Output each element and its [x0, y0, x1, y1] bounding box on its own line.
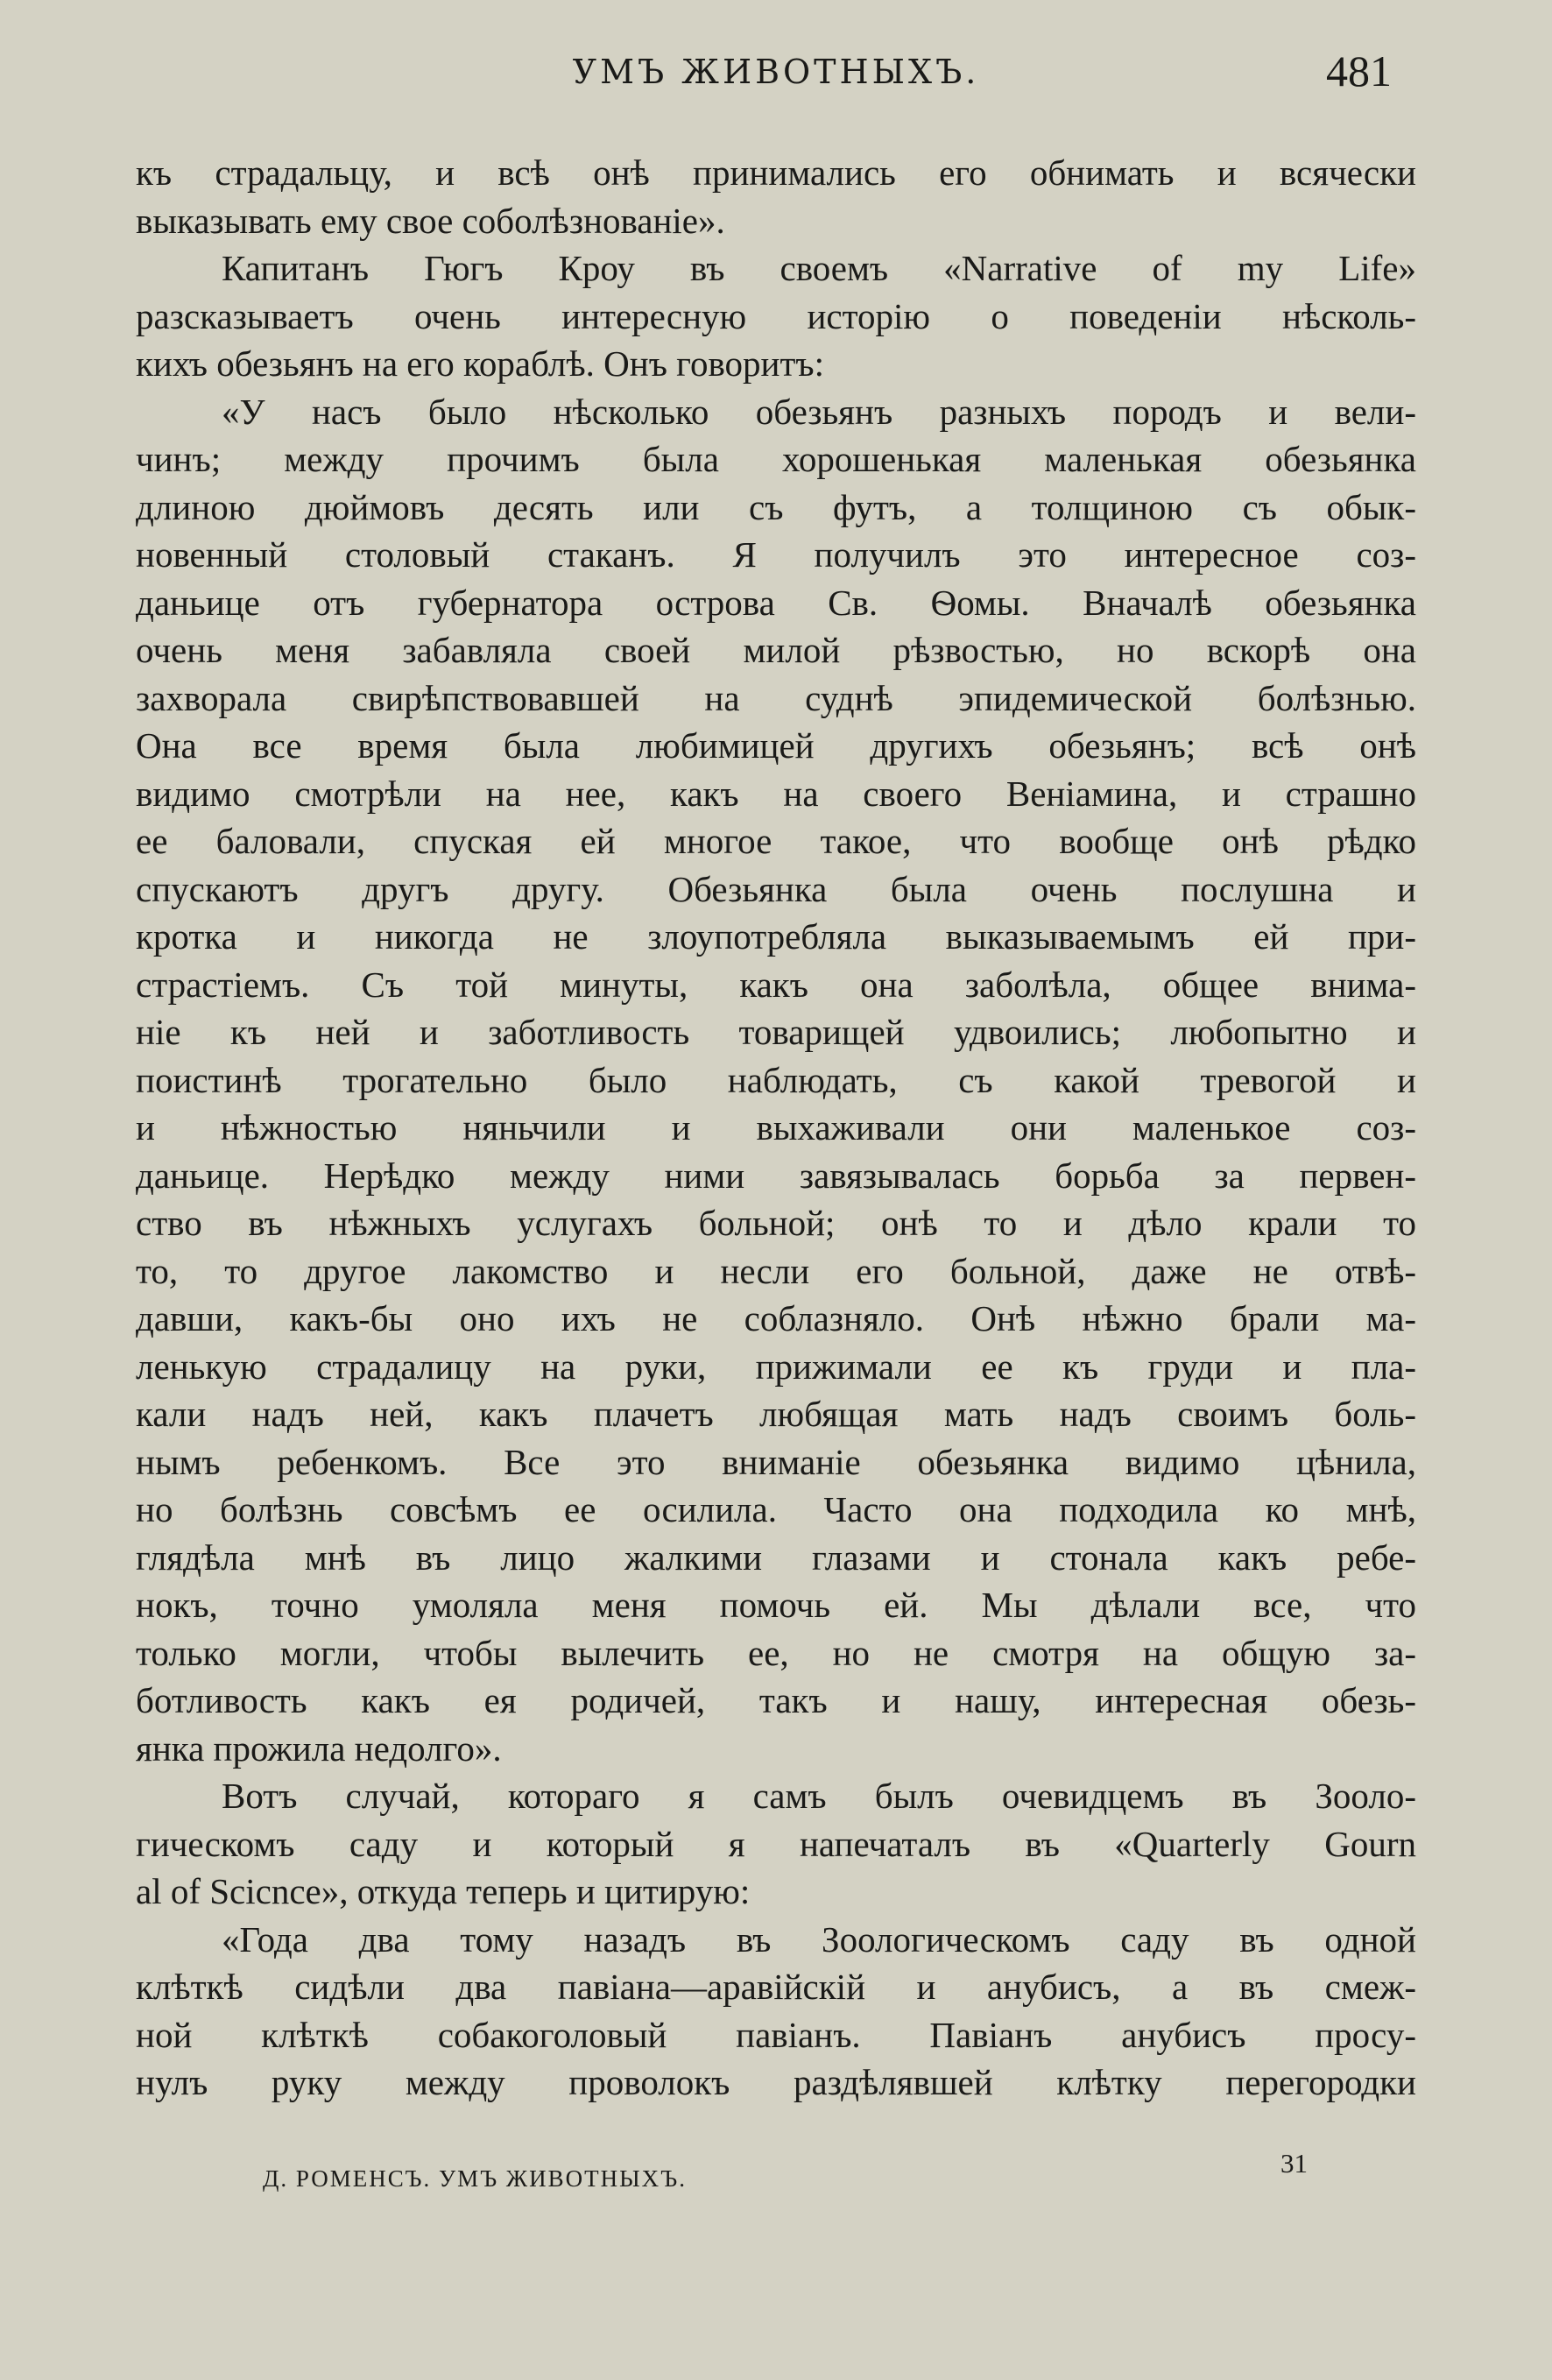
text-line: и нѣжностью няньчили и выхаживали они маленькое соз-	[136, 1107, 1416, 1148]
text-line: кали надъ ней, какъ плачетъ любящая мать надъ своимъ боль-	[136, 1394, 1416, 1434]
text-line: видимо смотрѣли на нее, какъ на своего Веніамина, и страшно	[136, 773, 1416, 814]
text-line: даньице. Нерѣдко между ними завязывалась борьба за первен-	[136, 1155, 1416, 1196]
text-line: al of Scicnce», откуда теперь и цитирую:	[136, 1871, 751, 1911]
text-line: нымъ ребенкомъ. Все это вниманіе обезьянка видимо цѣнила,	[136, 1441, 1416, 1482]
printer-signature: Д. РОМЕНСЪ. УМЪ ЖИВОТНЫХЪ.	[263, 2165, 687, 2192]
text-line: ее баловали, спуская ей многое такое, что вообще онѣ рѣдко	[136, 821, 1416, 861]
text-line: давши, какъ-бы оно ихъ не соблазняло. Онѣ нѣжно брали ма-	[136, 1298, 1416, 1338]
text-line: глядѣла мнѣ въ лицо жалкими глазами и стонала какъ ребе-	[136, 1536, 1416, 1578]
page-footer	[0, 2148, 1552, 2200]
text-line: ной клѣткѣ собакоголовый павіанъ. Павіанъ анубисъ просу-	[136, 2014, 1416, 2055]
text-line: чинъ; между прочимъ была хорошенькая маленькая обезьянка	[136, 439, 1416, 479]
text-line: страстіемъ. Съ той минуты, какъ она заболѣла, общее внима-	[136, 964, 1416, 1005]
text-line: нулъ руку между проволокъ раздѣлявшей клѣтку перегородки	[136, 2062, 1416, 2102]
text-line: но болѣзнь совсѣмъ ее осилила. Часто она подходила ко мнѣ,	[136, 1489, 1416, 1529]
text-line: очень меня забавляла своей милой рѣзвостью, но вскорѣ она	[136, 630, 1416, 670]
text-line: поистинѣ трогательно было наблюдать, съ какой тревогой и	[136, 1059, 1416, 1100]
text-line: новенный столовый стаканъ. Я получилъ это интересное соз-	[136, 534, 1416, 575]
text-line: то, то другое лакомство и несли его больной, даже не отвѣ-	[136, 1250, 1416, 1291]
text-line: ленькую страдалицу на руки, прижимали ее къ груди и пла-	[136, 1345, 1416, 1387]
text-line: спускаютъ другъ другу. Обезьянка была очень послушна и	[136, 868, 1416, 909]
text-line: Вотъ случай, котораго я самъ былъ очевидцемъ въ Зооло-	[222, 1776, 1416, 1816]
text-line: «Года два тому назадъ въ Зоологическомъ саду въ одной	[222, 1918, 1416, 1960]
text-line: Она все время была любимицей другихъ обезьянъ; всѣ онѣ	[136, 725, 1416, 766]
text-line: длиною дюймовъ десять или съ футъ, а толщиною съ обык-	[136, 486, 1416, 527]
text-line: ніе къ ней и заботливость товарищей удвоились; любопытно и	[136, 1012, 1416, 1052]
text-line: кихъ обезьянъ на его кораблѣ. Онъ говоритъ:	[136, 343, 824, 384]
text-line: ство въ нѣжныхъ услугахъ больной; онѣ то и дѣло крали то	[136, 1203, 1416, 1243]
text-line: выказывать ему свое соболѣзнованіе».	[136, 200, 725, 241]
text-line: нокъ, точно умоляла меня помочь ей. Мы дѣлали все, что	[136, 1585, 1416, 1625]
body-text	[136, 149, 1416, 2107]
text-line: гическомъ саду и который я напечаталъ въ «Quarterly Gourn	[136, 1823, 1416, 1864]
text-line: захворала свирѣпствовавшей на суднѣ эпидемической болѣзнью.	[136, 677, 1416, 718]
text-line: ботливость какъ ея родичей, такъ и нашу, интересная обезь-	[136, 1680, 1416, 1720]
text-line: къ страдальцу, и всѣ онѣ принимались его обнимать и всячески	[136, 152, 1416, 193]
sheet-number: 31	[1280, 2148, 1308, 2179]
text-line: клѣткѣ сидѣли два павіана—аравійскій и анубисъ, а въ смеж-	[136, 1967, 1416, 2007]
text-line: разсказываетъ очень интересную исторію о поведеніи нѣсколь-	[136, 295, 1416, 336]
running-title: УМЪ ЖИВОТНЫХЪ.	[572, 53, 980, 91]
text-line: только могли, чтобы вылечить ее, но не смотря на общую за-	[136, 1632, 1416, 1673]
page-number: 481	[1326, 46, 1392, 95]
text-line: Капитанъ Гюгъ Кроу въ своемъ «Narrative of my Life»	[222, 248, 1416, 288]
text-line: даньице отъ губернатора острова Св. Ѳомы. Вначалѣ обезьянка	[136, 582, 1416, 623]
running-head	[0, 46, 1552, 107]
text-line: кротка и никогда не злоупотребляла выказываемымъ ей при-	[136, 916, 1416, 957]
text-line: янка прожила недолго».	[136, 1727, 502, 1769]
text-line: «У насъ было нѣсколько обезьянъ разныхъ породъ и вели-	[222, 391, 1416, 432]
